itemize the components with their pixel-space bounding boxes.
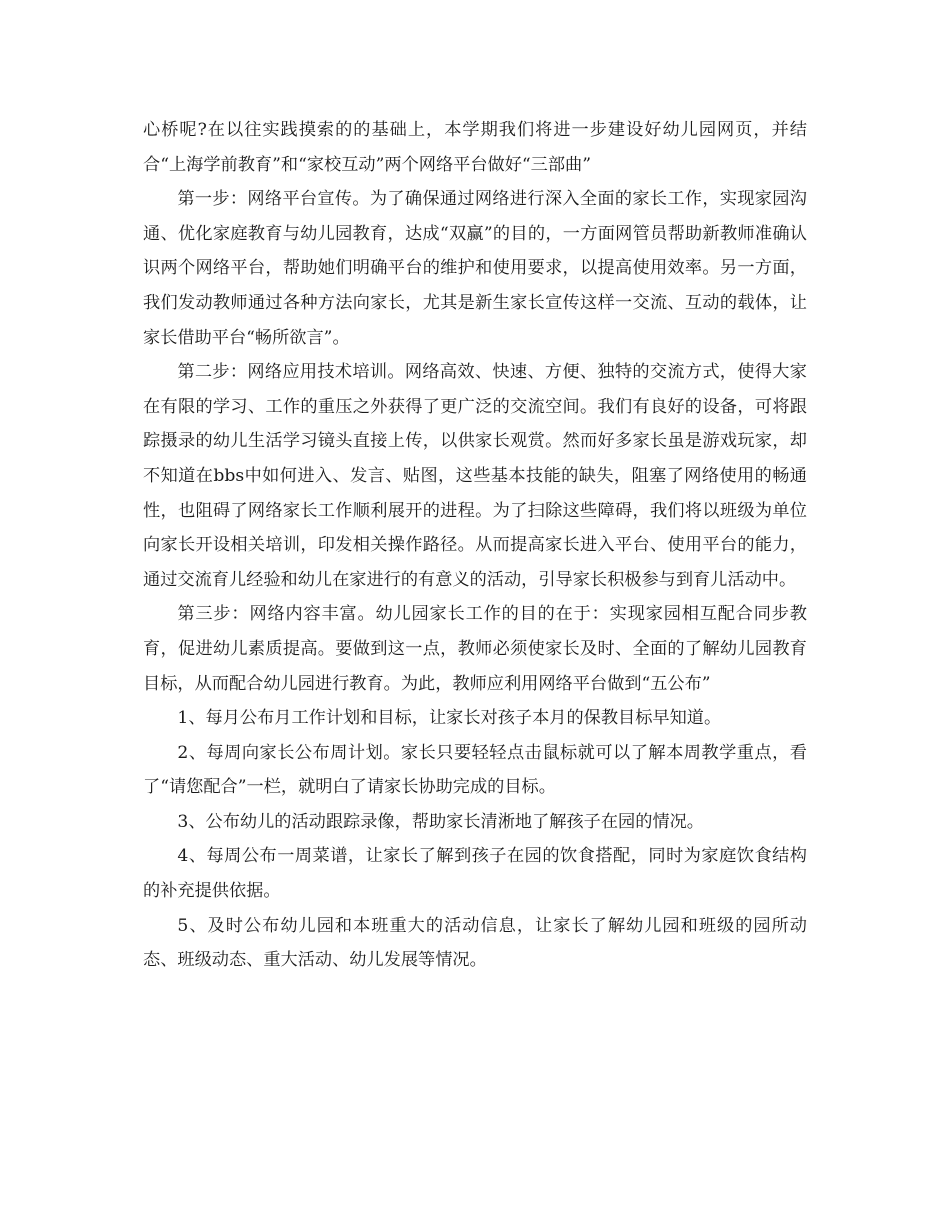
list-item-4: 4、每周公布一周菜谱，让家长了解到孩子在园的饮食搭配，同时为家庭饮食结构的补充提供依据。 [143,846,807,902]
paragraph-step-three: 第三步：网络内容丰富。幼儿园家长工作的目的在于：实现家园相互配合同步教育，促进幼儿素质提高。要做到这一点，教师必须使家长及时、全面的了解幼儿园教育目标，从而配合幼儿园进行教育。为此，教师应利用网络平台做到“五公布” [143,604,807,694]
paragraph-step-two: 第二步：网络应用技术培训。网络高效、快速、方便、独特的交流方式，使得大家在有限的学习、工作的重压之外获得了更广泛的交流空间。我们有良好的设备，可将跟踪摄录的幼儿生活学习镜头直接上传，以供家长观赏。然而好多家长虽是游戏玩家，却不知道在bbs中如何进入、发言、贴图，这些基本技能的缺失，阻塞了网络使用的畅通性，也阻碍了网络家长工作顺利展开的进程。为了扫除这些障碍，我们将以班级为单位向家长开设相关培训，印发相关操作路径。从而提高家长进入平台、使用平台的能力，通过交流育儿经验和幼儿在家进行的有意义的活动，引导家长积极参与到育儿活动中。 [143,362,807,590]
list-item-3: 3、公布幼儿的活动跟踪录像，帮助家长清淅地了解孩子在园的情况。 [177,811,704,832]
list-item-2: 2、每周向家长公布周计划。家长只要轻轻点击鼠标就可以了解本周教学重点，看了“请您配合”一栏，就明白了请家长协助完成的目标。 [143,742,807,798]
list-item-5: 5、及时公布幼儿园和本班重大的活动信息，让家长了解幼儿园和班级的园所动态、班级动态、重大活动、幼儿发展等情况。 [143,915,807,971]
paragraph-step-one: 第一步：网络平台宣传。为了确保通过网络进行深入全面的家长工作，实现家园沟通、优化家庭教育与幼儿园教育，达成“双赢”的目的，一方面网管员帮助新教师准确认识两个网络平台，帮助她们明确平台的维护和使用要求，以提高使用效率。另一方面，我们发动教师通过各种方法向家长，尤其是新生家长宣传这样一交流、互动的载体，让家长借助平台“畅所欲言”。 [143,189,807,348]
list-item-1: 1、每月公布月工作计划和目标，让家长对孩子本月的保教目标早知道。 [177,708,722,729]
document-body [143,113,807,978]
paragraph-continuation: 心桥呢?在以往实践摸索的的基础上，本学期我们将进一步建设好幼儿园网页，并结合“上海学前教育”和“家校互动”两个网络平台做好“三部曲” [143,120,807,175]
